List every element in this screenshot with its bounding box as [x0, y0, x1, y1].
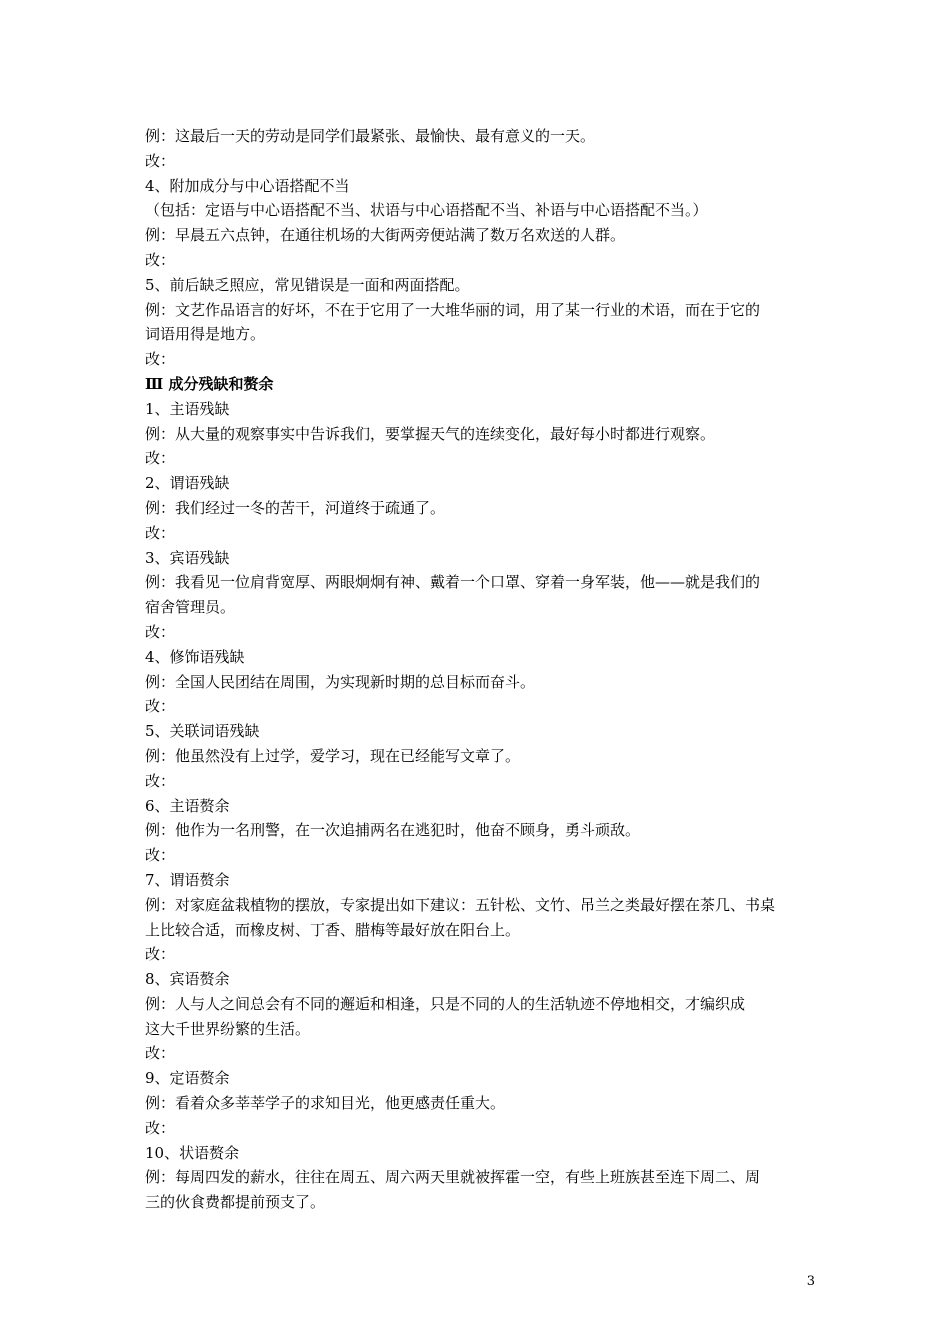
text-line: 2、谓语残缺 [145, 474, 230, 493]
text-line: 例：我看见一位肩背宽厚、两眼炯炯有神、戴着一个口罩、穿着一身军装，他——就是我们的 [145, 573, 761, 592]
text-line: 例：全国人民团结在周围，为实现新时期的总目标而奋斗。 [145, 672, 536, 691]
text-line: 例：人与人之间总会有不同的邂逅和相逢，只是不同的人的生活轨迹不停地相交，才编织成 [145, 994, 746, 1013]
text-line: 7、谓语赘余 [145, 870, 230, 889]
text-line: 5、前后缺乏照应，常见错误是一面和两面搭配。 [145, 275, 470, 294]
text-line: 例：这最后一天的劳动是同学们最紧张、最愉快、最有意义的一天。 [145, 127, 596, 145]
text-line: 三的伙食费都提前预支了。 [145, 1193, 326, 1212]
text-line: 改： [145, 151, 176, 170]
text-line: 改： [145, 771, 176, 790]
section-heading: Ⅲ 成分残缺和赘余 [145, 374, 274, 393]
text-line: 例：从大量的观察事实中告诉我们，要掌握天气的连续变化，最好每小时都进行观察。 [145, 424, 716, 443]
text-line: 3、宾语残缺 [145, 548, 230, 567]
text-line: 改： [145, 1118, 176, 1137]
text-line: 上比较合适，而橡皮树、丁香、腊梅等最好放在阳台上。 [145, 920, 521, 939]
text-line: 5、关联词语残缺 [145, 722, 260, 741]
document-body [145, 124, 815, 1215]
text-line: 改： [145, 449, 176, 468]
text-line: （包括：定语与中心语搭配不当、状语与中心语搭配不当、补语与中心语搭配不当。） [145, 201, 708, 220]
text-line: 例：对家庭盆栽植物的摆放，专家提出如下建议：五针松、文竹、吊兰之类最好摆在茶几、书桌 [145, 895, 776, 914]
text-line: 改： [145, 1044, 176, 1063]
text-line: 例：他作为一名刑警，在一次追捕两名在逃犯时，他奋不顾身，勇斗顽敌。 [145, 821, 641, 840]
text-line: 改： [145, 697, 176, 716]
text-line: 4、修饰语残缺 [145, 647, 245, 666]
text-line: 改： [145, 523, 176, 542]
text-line: 改： [145, 945, 176, 964]
text-line: 例：文艺作品语言的好坏，不在于它用了一大堆华丽的词，用了某一行业的术语，而在于它的 [145, 300, 761, 319]
page-number: 3 [806, 1274, 815, 1289]
text-line: 1、主语残缺 [145, 399, 230, 418]
text-line: 10、状语赘余 [145, 1143, 240, 1162]
text-line: 这大千世界纷繁的生活。 [145, 1019, 311, 1038]
text-line: 例：他虽然没有上过学，爱学习，现在已经能写文章了。 [145, 746, 521, 765]
text-line: 改： [145, 250, 176, 269]
text-line: 6、主语赘余 [145, 796, 230, 815]
text-line: 词语用得是地方。 [145, 325, 266, 344]
text-line: 例：每周四发的薪水，往往在周五、周六两天里就被挥霍一空，有些上班族甚至连下周二、周 [145, 1168, 761, 1187]
text-line: 改： [145, 846, 176, 865]
text-line: 4、附加成分与中心语搭配不当 [145, 176, 350, 195]
text-line: 9、定语赘余 [145, 1069, 230, 1088]
text-line: 改： [145, 350, 176, 369]
text-line: 例：早晨五六点钟，在通往机场的大街两旁便站满了数万名欢送的人群。 [145, 226, 626, 245]
text-line: 例：我们经过一冬的苦干，河道终于疏通了。 [145, 498, 446, 517]
text-line: 8、宾语赘余 [145, 970, 230, 989]
text-line: 宿舍管理员。 [145, 598, 236, 617]
text-line: 例：看着众多莘莘学子的求知目光，他更感责任重大。 [145, 1094, 506, 1113]
text-line: 改： [145, 622, 176, 641]
